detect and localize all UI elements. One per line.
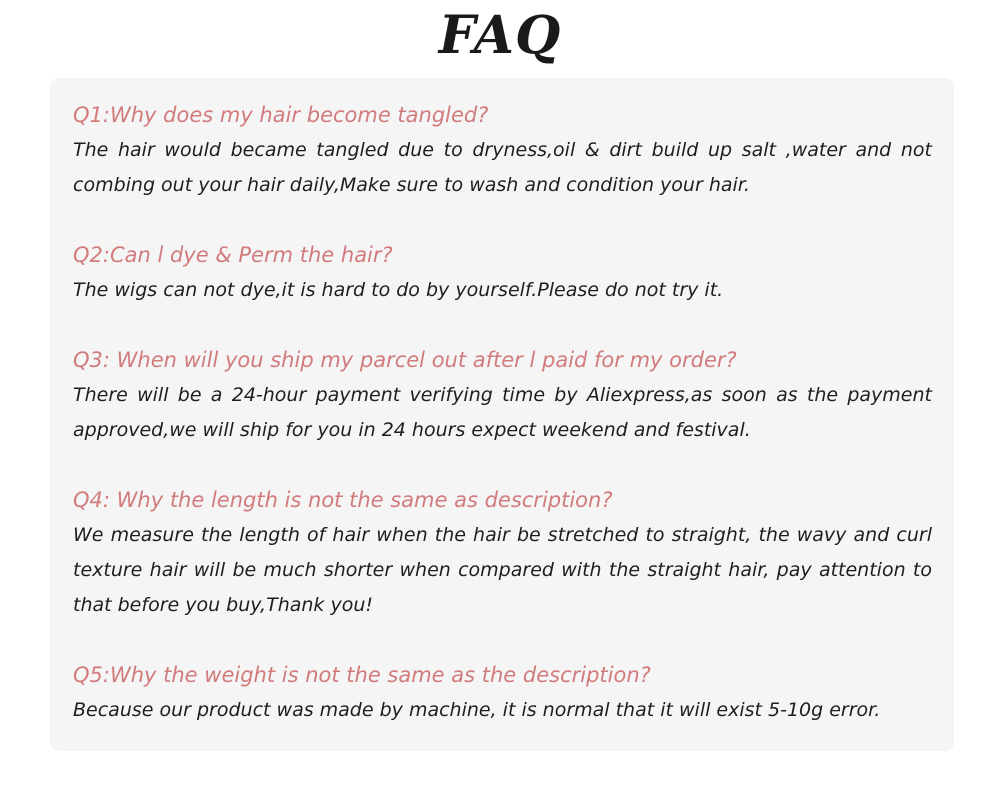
faq-answer: Because our product was made by machine, it is normal that it will exist 5-10g error. bbox=[73, 699, 881, 721]
faq-answer: The wigs can not dye,it is hard to do by yourself.Please do not try it. bbox=[73, 279, 724, 301]
faq-answer: We measure the length of hair when the hair be stretched to straight, the wavy and curl texture hair will be much shorter when compared with the straight hair, pay attention to that before you buy,Thank you! bbox=[73, 524, 932, 616]
faq-item-2 bbox=[73, 238, 932, 308]
faq-item-1 bbox=[73, 98, 932, 203]
faq-question: Q4: Why the length is not the same as description? bbox=[73, 488, 613, 512]
faq-answer: There will be a 24-hour payment verifying time by Aliexpress,as soon as the payment approved,we will ship for you in 24 hours expect weekend and festival. bbox=[73, 384, 932, 441]
faq-question: Q1:Why does my hair become tangled? bbox=[73, 103, 489, 127]
faq-panel bbox=[50, 78, 954, 751]
faq-item-5 bbox=[73, 658, 932, 728]
faq-item-4 bbox=[73, 483, 932, 623]
faq-question: Q3: When will you ship my parcel out after l paid for my order? bbox=[73, 348, 737, 372]
faq-answer: The hair would became tangled due to dryness,oil & dirt build up salt ,water and not combing out your hair daily,Make sure to wash and condition your hair. bbox=[73, 139, 932, 196]
faq-question: Q5:Why the weight is not the same as the description? bbox=[73, 663, 651, 687]
page-title: FAQ bbox=[438, 5, 562, 66]
faq-question: Q2:Can l dye & Perm the hair? bbox=[73, 243, 393, 267]
faq-item-3 bbox=[73, 343, 932, 448]
